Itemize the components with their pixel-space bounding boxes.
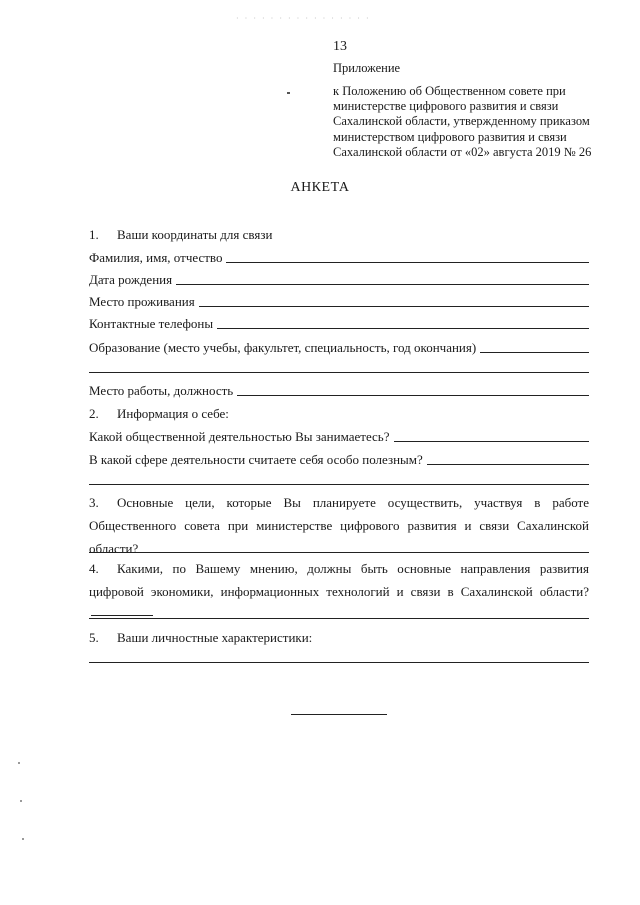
- section-4-question: [89, 557, 589, 626]
- birth-date-label: Дата рождения: [89, 272, 173, 287]
- sphere-answer-field[interactable]: [427, 464, 589, 465]
- section-1-header: [89, 225, 589, 243]
- workplace-label: Место работы, должность: [89, 383, 234, 398]
- scan-speck: [287, 92, 290, 94]
- education-field-continuation[interactable]: [89, 372, 589, 373]
- phones-field[interactable]: [217, 328, 589, 329]
- phones-row: [89, 314, 589, 332]
- appendix-label: Приложение: [333, 61, 401, 75]
- sphere-question: В какой сфере деятельности считаете себя особо полезным?: [89, 452, 423, 467]
- section-5-header: [89, 628, 589, 646]
- education-field[interactable]: [480, 352, 589, 353]
- section-4-number: 4.: [89, 561, 99, 576]
- workplace-row: [89, 381, 589, 399]
- residence-row: [89, 292, 589, 310]
- sphere-answer-continuation[interactable]: [89, 484, 589, 485]
- section-5-heading: Ваши личностные характеристики:: [117, 630, 313, 645]
- full-name-field[interactable]: [226, 262, 589, 263]
- section-2-number: 2.: [89, 406, 99, 421]
- form-title: АНКЕТА: [290, 180, 350, 195]
- section-1-number: 1.: [89, 227, 99, 242]
- workplace-field[interactable]: [237, 395, 589, 396]
- section-4-text: Какими, по Вашему мнению, должны быть основные направления развития цифровой экономики, информационных технологий и связи в Сахалинской области?: [89, 561, 589, 599]
- page-number: 13: [333, 39, 347, 54]
- full-name-label: Фамилия, имя, отчество: [89, 250, 223, 265]
- residence-label: Место проживания: [89, 294, 195, 309]
- birth-date-row: [89, 270, 589, 288]
- residence-field[interactable]: [199, 306, 589, 307]
- education-row: [89, 338, 589, 356]
- appendix-reference: к Положению об Общественном совете при министерстве цифрового развития и связи Сахалинской области, утвержденному приказом министерством цифрового развития и связи Сахалинской области от «02» августа 2019 № 26: [333, 84, 592, 159]
- section-3-question: [89, 491, 589, 560]
- activity-question: Какой общественной деятельностью Вы занимаетесь?: [89, 429, 390, 444]
- scan-speck: [18, 762, 20, 764]
- full-name-row: [89, 248, 589, 266]
- section-4-answer-field[interactable]: [89, 618, 589, 619]
- sphere-question-row: [89, 450, 589, 468]
- end-divider: [291, 714, 387, 715]
- activity-question-row: [89, 427, 589, 445]
- section-5-answer-field[interactable]: [89, 662, 589, 663]
- section-2-heading: Информация о себе:: [117, 406, 229, 421]
- section-1-heading: Ваши координаты для связи: [117, 227, 273, 242]
- education-label: Образование (место учебы, факультет, специальность, год окончания): [89, 340, 477, 355]
- section-2-header: [89, 404, 589, 422]
- phones-label: Контактные телефоны: [89, 316, 214, 331]
- section-5-number: 5.: [89, 630, 99, 645]
- scan-speck: [20, 800, 22, 802]
- activity-answer-field[interactable]: [394, 441, 589, 442]
- section-3-text: Основные цели, которые Вы планируете осуществить, участвуя в работе Общественного совета при министерстве цифрового развития и связи Сахалинской области?: [89, 495, 589, 556]
- scan-artifact: · · · · · · · · · · · · · · · ·: [236, 14, 371, 23]
- section-3-answer-field[interactable]: [89, 552, 589, 553]
- scan-speck: [22, 838, 24, 840]
- section-4-inline-field[interactable]: [91, 615, 153, 616]
- birth-date-field[interactable]: [176, 284, 589, 285]
- section-3-number: 3.: [89, 495, 99, 510]
